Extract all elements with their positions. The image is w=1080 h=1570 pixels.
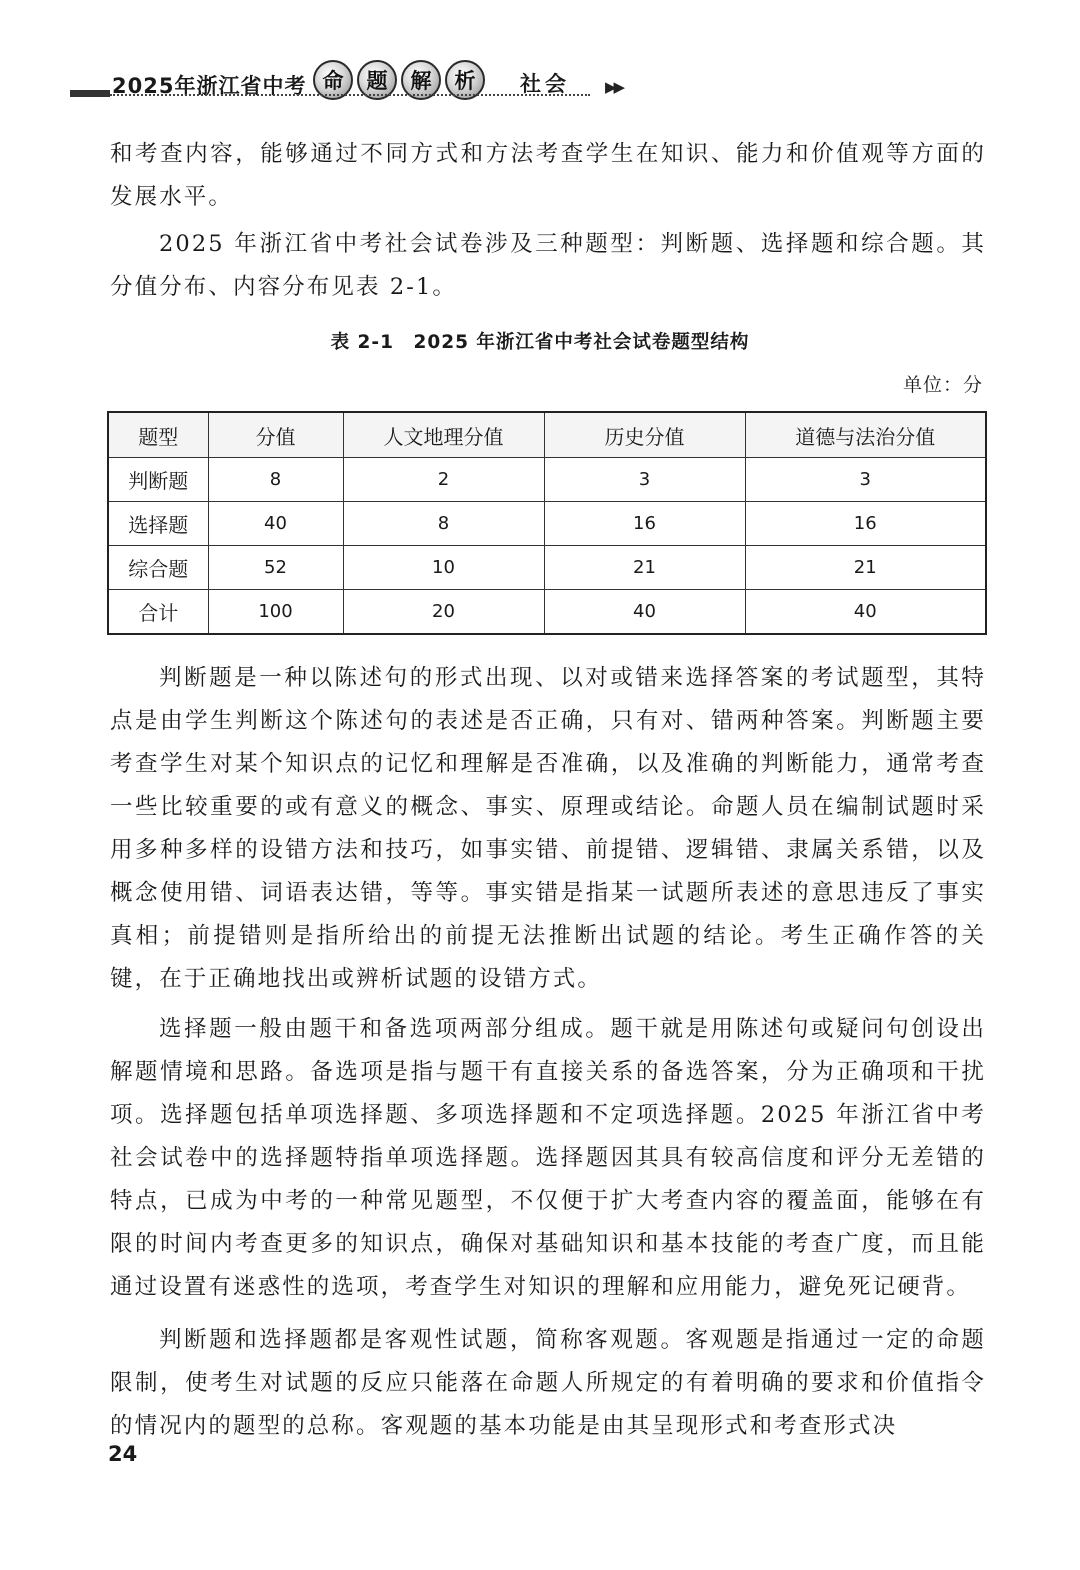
table-cell: 3 xyxy=(544,458,745,502)
table-cell: 16 xyxy=(544,502,745,546)
table-cell: 20 xyxy=(343,590,544,635)
header-tag-mark xyxy=(70,90,110,97)
table-cell: 8 xyxy=(343,502,544,546)
table-cell-type: 合计 xyxy=(108,590,208,635)
table-row xyxy=(108,546,986,590)
paragraph-objective-questions: 判断题和选择题都是客观性试题，简称客观题。客观题是指通过一定的命题限制，使考生对试题的反应只能落在命题人所规定的有着明确的要求和价值指令的情况内的题型的总称。客观题的基本功能是由其呈现形式和考查形式决 xyxy=(110,1327,986,1439)
table-cell: 100 xyxy=(208,590,343,635)
table-cell: 40 xyxy=(544,590,745,635)
header-subject: 社会 xyxy=(520,72,570,96)
table-header-cell: 历史分值 xyxy=(544,412,745,458)
paragraph-intro-continuation: 和考查内容，能够通过不同方式和方法考查学生在知识、能力和价值观等方面的发展水平。 xyxy=(110,141,986,210)
table-header-cell: 分值 xyxy=(208,412,343,458)
table-cell-type: 选择题 xyxy=(108,502,208,546)
header-circle-3: 解 xyxy=(401,60,441,100)
paragraph-question-types: 2025 年浙江省中考社会试卷涉及三种题型：判断题、选择题和综合题。其分值分布、内容分布见表 2-1。 xyxy=(110,231,986,300)
table-cell: 21 xyxy=(745,546,986,590)
paragraph-true-false: 判断题是一种以陈述句的形式出现、以对或错来选择答案的考试题型，其特点是由学生判断这个陈述句的表述是否正确，只有对、错两种答案。判断题主要考查学生对某个知识点的记忆和理解是否准确，以及准确的判断能力，通常考查一些比较重要的或有意义的概念、事实、原理或结论。命题人员在编制试题时采用多种多样的设错方法和技巧，如事实错、前提错、逻辑错、隶属关系错，以及概念使用错、词语表达错，等等。事实错是指某一试题所表述的意思违反了事实真相；前提错则是指所给出的前提无法推断出试题的结论。考生正确作答的关键，在于正确地找出或辨析试题的设错方式。 xyxy=(110,665,986,992)
paragraph-multiple-choice: 选择题一般由题干和备选项两部分组成。题干就是用陈述句或疑问句创设出解题情境和思路。备选项是指与题干有直接关系的备选答案，分为正确项和干扰项。选择题包括单项选择题、多项选择题和不定项选择题。2025 年浙江省中考社会试卷中的选择题特指单项选择题。选择题因其具有较高信度和评分无差错的特点，已成为中考的一种常见题型，不仅便于扩大考查内容的覆盖面，能够在有限的时间内考查更多的知识点，确保对基础知识和基本技能的考查广度，而且能通过设置有迷惑性的选项，考查学生对知识的理解和应用能力，避免死记硬背。 xyxy=(110,1016,986,1300)
table-unit: 单位：分 xyxy=(902,374,983,396)
header-arrows-icon: ▶▶ xyxy=(605,78,623,96)
table-header-cell: 题型 xyxy=(108,412,208,458)
page-header xyxy=(70,60,1050,110)
table-row xyxy=(108,458,986,502)
table-header-cell: 道德与法治分值 xyxy=(745,412,986,458)
table-header-row xyxy=(108,412,986,458)
header-circle-4: 析 xyxy=(445,60,485,100)
table-cell: 10 xyxy=(343,546,544,590)
table-cell: 2 xyxy=(343,458,544,502)
table-cell: 40 xyxy=(208,502,343,546)
header-circle-1: 命 xyxy=(313,60,353,100)
score-distribution-table xyxy=(107,411,987,635)
table-cell: 21 xyxy=(544,546,745,590)
table-cell: 52 xyxy=(208,546,343,590)
table-cell: 16 xyxy=(745,502,986,546)
table-cell: 40 xyxy=(745,590,986,635)
header-title: 2025年浙江省中考 xyxy=(112,74,307,98)
header-dotted-rule xyxy=(110,94,590,96)
table-cell: 8 xyxy=(208,458,343,502)
table-cell: 3 xyxy=(745,458,986,502)
table-caption: 表 2-1 2025 年浙江省中考社会试卷题型结构 xyxy=(330,332,750,353)
header-circle-2: 题 xyxy=(357,60,397,100)
table-row xyxy=(108,502,986,546)
table-header-cell: 人文地理分值 xyxy=(343,412,544,458)
page-number: 24 xyxy=(108,1442,138,1466)
table-cell-type: 综合题 xyxy=(108,546,208,590)
table-total-row xyxy=(108,590,986,635)
table-cell-type: 判断题 xyxy=(108,458,208,502)
